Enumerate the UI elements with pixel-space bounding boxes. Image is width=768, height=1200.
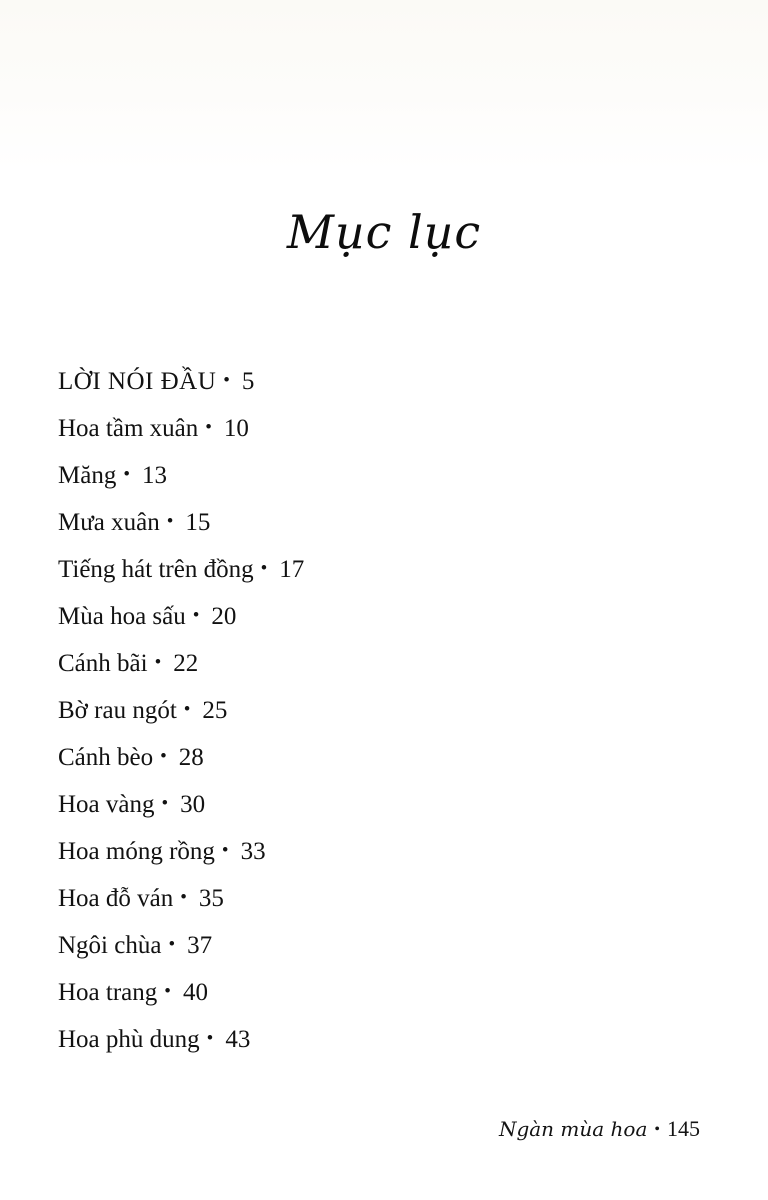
- list-item[interactable]: [58, 358, 718, 405]
- toc-entry-label: Hoa trang: [58, 979, 158, 1006]
- list-item[interactable]: [58, 828, 718, 875]
- toc-entry-page: 35: [198, 885, 224, 912]
- toc-entry-page: 43: [225, 1026, 251, 1053]
- bullet-icon: •: [205, 417, 212, 438]
- bullet-icon: •: [260, 558, 268, 579]
- toc-entry-page: 30: [180, 791, 206, 818]
- toc-entry-page: 28: [178, 744, 204, 771]
- toc-entry-label: Hoa móng rồng: [58, 838, 215, 865]
- toc-entry-page: 5: [241, 368, 255, 395]
- toc-entry-page: 20: [211, 603, 237, 630]
- toc-entry-label: Cánh bèo: [58, 744, 154, 771]
- bullet-icon: •: [192, 605, 200, 626]
- toc-entry-label: Hoa đỗ ván: [58, 885, 174, 912]
- toc-entry-page: 17: [279, 556, 305, 583]
- list-item[interactable]: [58, 452, 718, 499]
- list-item[interactable]: [58, 922, 718, 969]
- list-item[interactable]: [58, 405, 718, 452]
- toc-entry-label: Măng: [58, 462, 117, 489]
- list-item[interactable]: [58, 1016, 718, 1063]
- toc-entry-label: Mưa xuân: [58, 509, 160, 536]
- footer-page-number: 145: [667, 1116, 700, 1141]
- bullet-icon: •: [161, 793, 169, 814]
- toc-entry-label: LỜI NÓI ĐẦU: [58, 368, 217, 395]
- bullet-icon: •: [221, 840, 229, 861]
- list-item[interactable]: [58, 734, 718, 781]
- bullet-icon: •: [166, 511, 174, 532]
- list-item[interactable]: [58, 875, 718, 922]
- toc-entry-page: 25: [202, 697, 228, 724]
- toc-entry-page: 37: [187, 932, 213, 959]
- list-item[interactable]: [58, 546, 718, 593]
- toc-entry-page: 40: [182, 979, 208, 1006]
- list-item[interactable]: [58, 499, 718, 546]
- toc-entry-label: Tiếng hát trên đồng: [58, 556, 254, 583]
- footer-book-title: Ngàn mùa hoa: [498, 1117, 648, 1141]
- page-footer: [499, 1116, 700, 1142]
- list-item[interactable]: [58, 969, 718, 1016]
- toc-entry-label: Ngôi chùa: [58, 932, 162, 959]
- paper-gradient: [0, 0, 768, 170]
- list-item[interactable]: [58, 781, 718, 828]
- table-of-contents-list: [58, 358, 718, 1063]
- bullet-icon: •: [183, 699, 191, 720]
- list-item[interactable]: [58, 640, 718, 687]
- toc-entry-page: 10: [223, 415, 249, 442]
- bullet-icon: •: [164, 981, 171, 1002]
- toc-entry-page: 15: [185, 509, 211, 536]
- page-title: Mục lục: [286, 205, 482, 259]
- list-item[interactable]: [58, 593, 718, 640]
- toc-entry-page: 33: [240, 838, 266, 865]
- toc-entry-page: 22: [173, 650, 199, 677]
- bullet-icon: •: [223, 370, 230, 391]
- toc-entry-label: Hoa tầm xuân: [58, 415, 199, 442]
- toc-entry-label: Hoa phù dung: [58, 1026, 200, 1053]
- toc-entry-label: Cánh bãi: [58, 650, 148, 677]
- bullet-icon: •: [123, 464, 130, 485]
- toc-entry-label: Bờ rau ngót: [58, 697, 177, 724]
- bullet-icon: •: [154, 652, 162, 673]
- bullet-icon: •: [180, 887, 187, 908]
- toc-entry-label: Mùa hoa sấu: [58, 603, 186, 630]
- list-item[interactable]: [58, 687, 718, 734]
- bullet-icon: •: [206, 1028, 214, 1049]
- bullet-icon: •: [654, 1121, 660, 1138]
- toc-entry-label: Hoa vàng: [58, 791, 155, 818]
- bullet-icon: •: [160, 746, 167, 767]
- bullet-icon: •: [168, 934, 176, 955]
- toc-entry-page: 13: [141, 462, 167, 489]
